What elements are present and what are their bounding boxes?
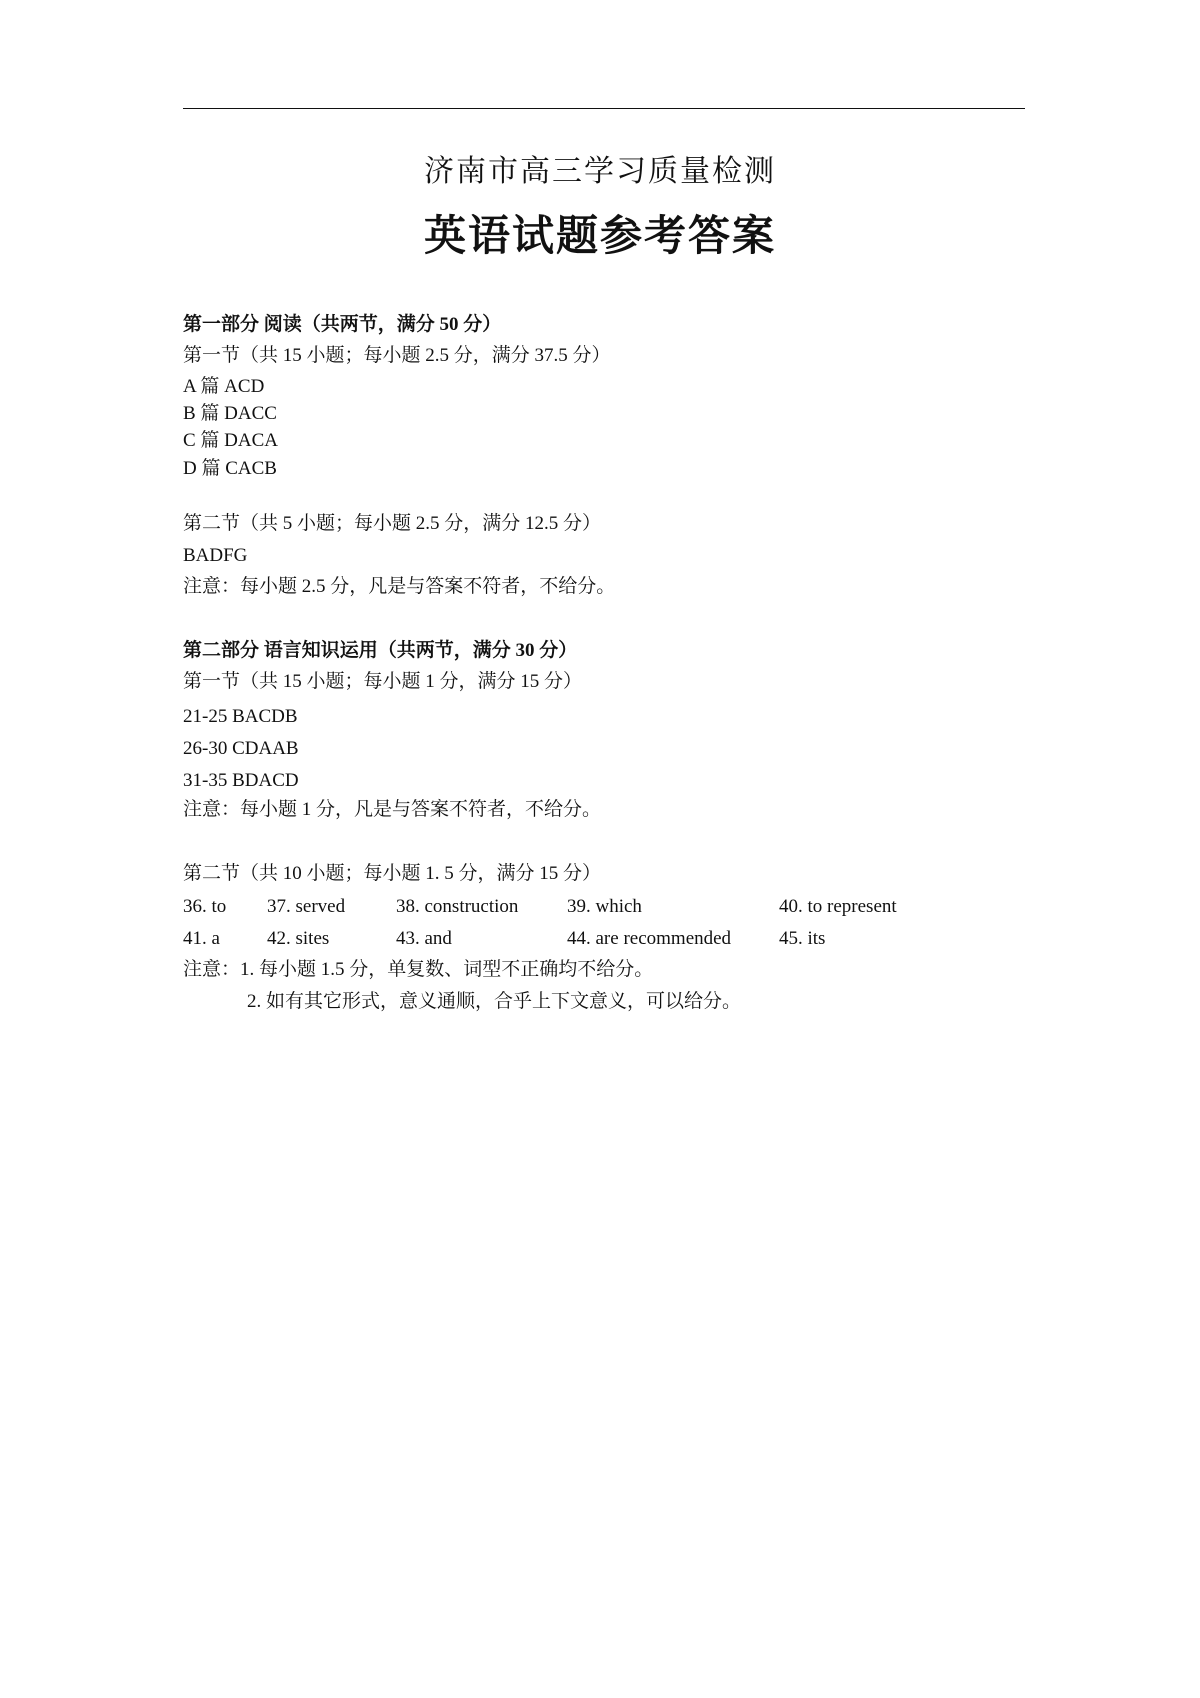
part2-heading: 第二部分 语言知识运用（共两节，满分 30 分） — [183, 640, 578, 661]
answer-line: 21-25 BACDB — [183, 706, 298, 727]
answer-cell: 36. to — [183, 896, 227, 917]
answer-line: 31-35 BDACD — [183, 770, 299, 791]
answer-cell: 38. construction — [396, 896, 519, 917]
part2-section1-heading: 第一节（共 15 小题；每小题 1 分，满分 15 分） — [183, 671, 583, 692]
note-line: 注意：每小题 1 分，凡是与答案不符者，不给分。 — [183, 799, 602, 820]
part1-heading: 第一部分 阅读（共两节，满分 50 分） — [183, 314, 502, 335]
note-line: 2. 如有其它形式，意义通顺，合乎上下文意义，可以给分。 — [247, 991, 742, 1012]
part1-section1-heading: 第一节（共 15 小题；每小题 2.5 分，满分 37.5 分） — [183, 345, 611, 366]
part1-section2-heading: 第二节（共 5 小题；每小题 2.5 分，满分 12.5 分） — [183, 513, 602, 534]
answer-cell: 44. are recommended — [567, 928, 732, 949]
answer-cell: 37. served — [267, 896, 346, 917]
answer-line: D 篇 CACB — [183, 458, 277, 479]
note-line: 注意：1. 每小题 1.5 分，单复数、词型不正确均不给分。 — [183, 959, 654, 980]
answer-cell: 43. and — [396, 928, 452, 949]
answer-cell: 39. which — [567, 896, 642, 917]
answer-line: BADFG — [183, 545, 248, 566]
answer-line: C 篇 DACA — [183, 430, 279, 451]
document-subtitle: 济南市高三学习质量检测 — [424, 154, 776, 189]
answer-cell: 45. its — [779, 928, 826, 949]
part2-section2-heading: 第二节（共 10 小题；每小题 1. 5 分，满分 15 分） — [183, 863, 602, 884]
answer-line: B 篇 DACC — [183, 403, 277, 424]
note-line: 注意：每小题 2.5 分，凡是与答案不符者，不给分。 — [183, 576, 616, 597]
answer-line: 26-30 CDAAB — [183, 738, 299, 759]
document-title: 英语试题参考答案 — [423, 211, 776, 260]
answer-cell: 42. sites — [267, 928, 330, 949]
top-rule — [183, 108, 1025, 109]
answer-line: A 篇 ACD — [183, 376, 265, 397]
answer-cell: 40. to represent — [779, 896, 897, 917]
answer-cell: 41. a — [183, 928, 220, 949]
